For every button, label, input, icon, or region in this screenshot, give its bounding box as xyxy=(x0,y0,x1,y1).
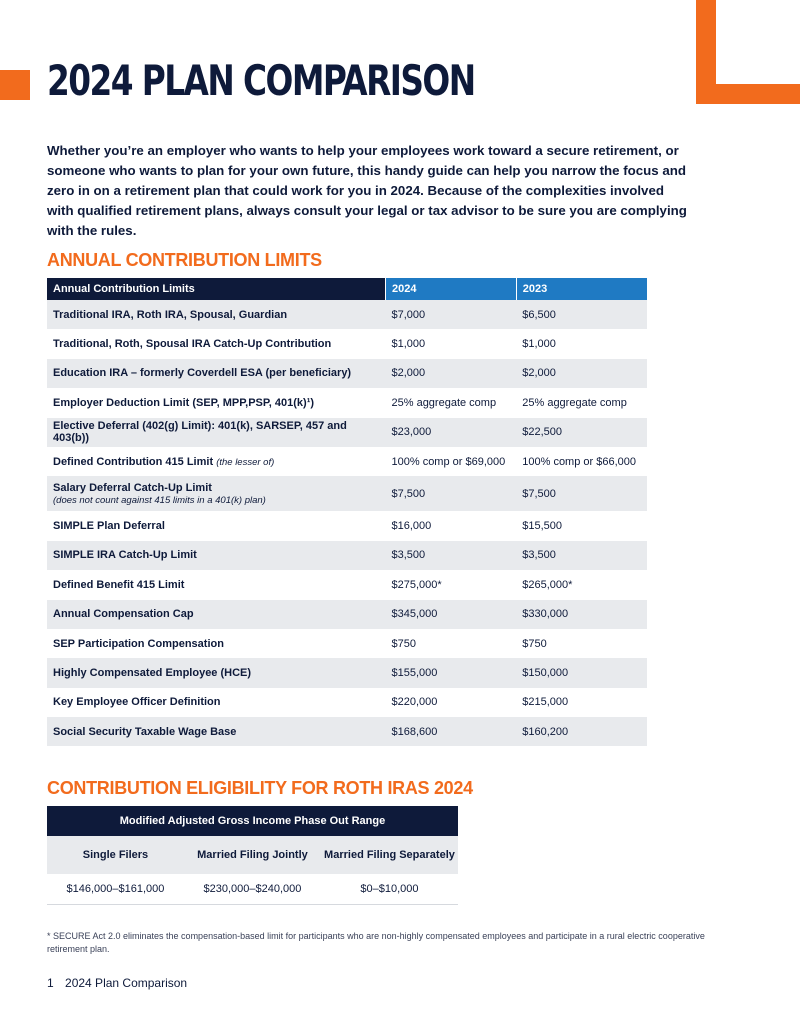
table-row xyxy=(47,359,647,388)
row-label-cell xyxy=(47,418,386,447)
table-header-row xyxy=(47,278,647,300)
row-label-cell xyxy=(47,717,386,746)
row-label: Salary Deferral Catch-Up Limit xyxy=(53,481,212,494)
row-value-2023: $15,500 xyxy=(522,520,563,533)
row-label-cell xyxy=(47,688,386,717)
row-value-2023: $7,500 xyxy=(516,476,647,511)
row-label: Annual Compensation Cap xyxy=(53,608,194,621)
page-number: 1 xyxy=(47,976,54,990)
table-row xyxy=(47,570,647,599)
row-value-2024: $168,600 xyxy=(386,717,517,746)
row-value-2023: $22,500 xyxy=(516,418,647,447)
row-label: Highly Compensated Employee (HCE) xyxy=(53,666,252,679)
limits-table-body xyxy=(47,300,647,746)
roth-column-single: Single Filers xyxy=(47,836,184,874)
footer-title: 2024 Plan Comparison xyxy=(65,976,188,990)
table-row xyxy=(47,688,647,717)
row-label-cell xyxy=(47,359,386,388)
row-value-2024: $345,000 xyxy=(386,600,517,629)
row-label: Traditional, Roth, Spousal IRA Catch-Up Contribution xyxy=(53,338,332,351)
row-value-2023: $330,000 xyxy=(516,600,647,629)
table-row xyxy=(47,658,647,687)
row-value-2023: 25% aggregate comp xyxy=(522,396,627,409)
column-header-limit: Annual Contribution Limits xyxy=(47,278,386,300)
row-label-cell xyxy=(47,300,386,329)
limits-heading: ANNUAL CONTRIBUTION LIMITS xyxy=(47,250,322,270)
row-value-2023: $265,000* xyxy=(522,578,573,591)
table-row xyxy=(47,418,647,447)
row-value-2023: $2,000 xyxy=(516,359,647,388)
row-label: SEP Participation Compensation xyxy=(53,637,224,650)
page-title: 2024 PLAN COMPARISON xyxy=(47,56,475,105)
row-value-2023: $750 xyxy=(522,637,547,650)
row-label: Education IRA – formerly Coverdell ESA (per beneficiary) xyxy=(53,367,352,380)
table-row xyxy=(47,476,647,511)
row-value-2023: $215,000 xyxy=(522,696,569,709)
row-value-2024: 100% comp or $69,000 xyxy=(391,455,506,468)
row-value-2024: $23,000 xyxy=(386,418,517,447)
row-label-cell xyxy=(47,629,386,658)
roth-column-separate: Married Filing Separately xyxy=(321,836,458,874)
row-value-2024: $275,000* xyxy=(391,578,442,591)
column-header-2023: 2023 xyxy=(516,278,647,300)
row-label-cell xyxy=(47,476,386,511)
table-row xyxy=(47,447,647,476)
row-note: (the lesser of) xyxy=(216,456,275,468)
table-row xyxy=(47,717,647,746)
footnote: * SECURE Act 2.0 eliminates the compensation-based limit for participants who are non-highly compensated employees and participate in a rural electric cooperative retirement plan. xyxy=(47,931,705,954)
row-label: Defined Benefit 415 Limit xyxy=(53,578,185,591)
table-row xyxy=(47,388,647,417)
row-label: Social Security Taxable Wage Base xyxy=(53,725,237,738)
roth-value-single: $146,000–$161,000 xyxy=(47,874,184,905)
row-label-cell xyxy=(47,329,386,358)
row-value-2024: $7,000 xyxy=(386,300,517,329)
row-value-2024: $1,000 xyxy=(391,338,426,351)
roth-eligibility-table xyxy=(47,806,458,905)
row-value-2024: $16,000 xyxy=(391,520,432,533)
row-label-cell xyxy=(47,570,386,599)
intro-paragraph: Whether you’re an employer who wants to help your employees work toward a secure retirement, or someone who wants to plan for your own future, this handy guide can help you narrow the focus and zero in on a retirement plan that could work for you in 2024. Because of the complexities involved with qualified retirement plans, always consult your legal or tax advisor to be sure you are complying with the rules. xyxy=(47,143,687,238)
title-accent-square xyxy=(0,70,30,100)
row-value-2023: $160,200 xyxy=(516,717,647,746)
row-value-2023: $1,000 xyxy=(522,338,556,351)
roth-value-joint: $230,000–$240,000 xyxy=(184,874,321,905)
row-label-cell xyxy=(47,388,386,417)
contribution-limits-table xyxy=(47,278,647,746)
row-value-2023: 100% comp or $66,000 xyxy=(522,455,636,468)
row-label: SIMPLE Plan Deferral xyxy=(53,520,165,533)
row-value-2024: $2,000 xyxy=(386,359,517,388)
row-label: Elective Deferral (402(g) Limit): 401(k), SARSEP, 457 and 403(b)) xyxy=(53,420,347,445)
row-note: (does not count against 415 limits in a 401(k) plan) xyxy=(53,494,266,506)
row-value-2024: $220,000 xyxy=(391,696,438,709)
page-footer xyxy=(47,976,187,990)
row-label-cell xyxy=(47,600,386,629)
row-label: Key Employee Officer Definition xyxy=(53,696,221,709)
row-value-2024: $7,500 xyxy=(386,476,517,511)
row-value-2024: $750 xyxy=(391,637,416,650)
row-value-2023: $150,000 xyxy=(516,658,647,687)
row-value-2023: $3,500 xyxy=(516,541,647,570)
corner-bracket-graphic xyxy=(696,0,800,104)
row-label-cell xyxy=(47,541,386,570)
roth-column-joint: Married Filing Jointly xyxy=(184,836,321,874)
row-value-2023: $6,500 xyxy=(516,300,647,329)
table-row xyxy=(47,329,647,358)
row-value-2024: $3,500 xyxy=(386,541,517,570)
roth-value-separate: $0–$10,000 xyxy=(321,874,458,905)
row-label: Defined Contribution 415 Limit xyxy=(53,455,214,468)
row-label-cell xyxy=(47,658,386,687)
roth-table-title: Modified Adjusted Gross Income Phase Out Range xyxy=(47,806,458,836)
table-row xyxy=(47,541,647,570)
row-label-cell xyxy=(47,511,386,540)
table-row xyxy=(47,600,647,629)
table-row xyxy=(47,300,647,329)
row-value-2024: 25% aggregate comp xyxy=(391,396,497,409)
column-header-2024: 2024 xyxy=(386,278,517,300)
row-label: Traditional IRA, Roth IRA, Spousal, Guardian xyxy=(53,308,288,321)
row-value-2024: $155,000 xyxy=(386,658,517,687)
row-label-cell xyxy=(47,447,386,476)
roth-heading: CONTRIBUTION ELIGIBILITY FOR ROTH IRAS 2024 xyxy=(47,778,473,798)
table-row xyxy=(47,511,647,540)
row-label: Employer Deduction Limit (SEP, MPP,PSP, 401(k)¹) xyxy=(53,396,315,409)
row-label: SIMPLE IRA Catch-Up Limit xyxy=(53,549,197,562)
roth-values-row xyxy=(47,874,458,905)
table-row xyxy=(47,629,647,658)
